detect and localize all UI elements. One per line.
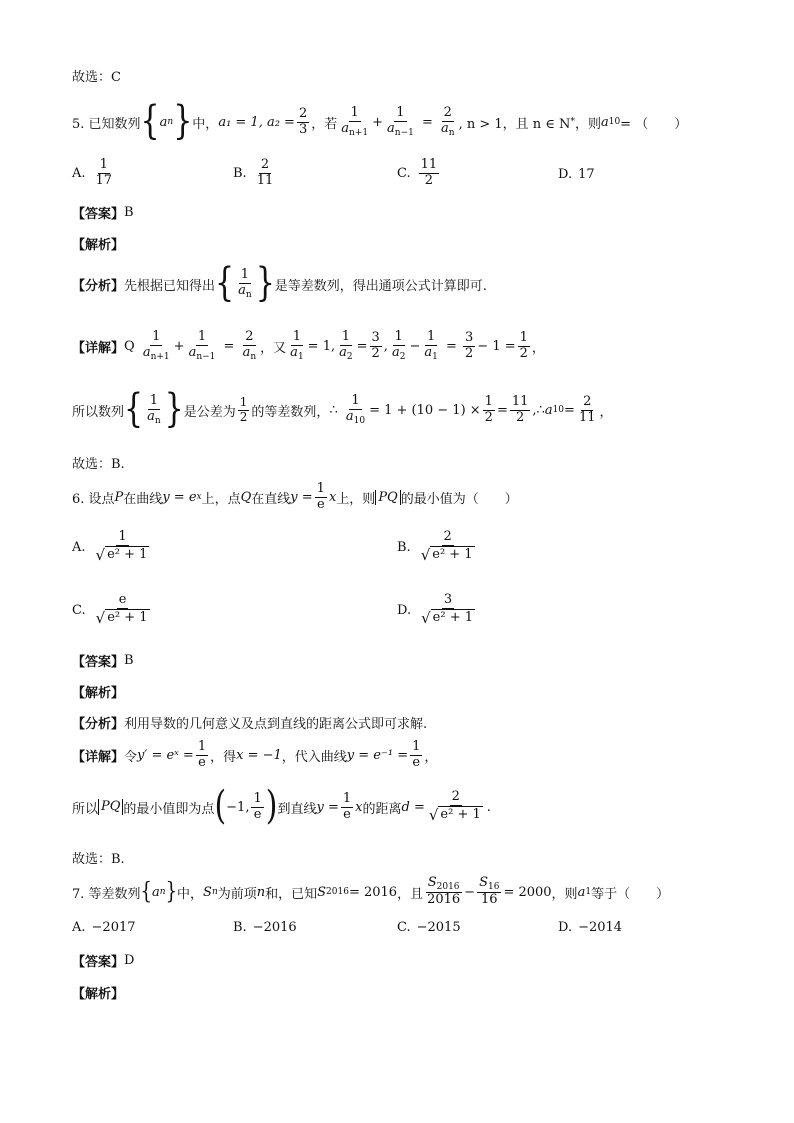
q6-suoyi: 所以 PQ 的最小值即为点 ( −1, $\frac{1}{e}$ ) 到直线 y = $\frac{1}{e}$ x 的距离 d = 2 √ e² + 1 .: [72, 783, 491, 830]
q6-jiexi: 【解析】: [72, 686, 125, 701]
q5-stem: 5. 已知数列 { a n } 中， a₁ = 1, a₂ = $\frac{2}{3}$ ，若 $\frac{1}{a_{n+1}}$ + $\frac{1}{a_{n-1}}$ = $\frac{2}{a_n}$ , n > 1，且 n ∈ N * ，则 a 10 = （ ）: [72, 98, 688, 145]
q6-stem: 6. 设点 P 在曲线 y = e x 上，点 Q 在直线 y = $\frac{1}{e}$ x 上，则 PQ 的最小值为（ ）: [72, 481, 518, 512]
q6-option-a[interactable]: A. 1 √ e² + 1: [72, 529, 148, 564]
q6-option-c[interactable]: C. e √ e² + 1: [72, 592, 148, 627]
q7-stem: 7. 等差数列 { a n } 中， S n 为前项 n 和，已知 S 2016 = 2016 ，且 $\frac{S_{2016}}{2016}$ − $\frac{S_{16}}{16}$ = 2000 ，则 a 1 等于（ ）: [72, 875, 670, 908]
q6-fenxi: 【分析】 利用导数的几何意义及点到直线的距离公式即可求解.: [72, 717, 428, 732]
q5-stem-pre: 5. 已知数列: [72, 116, 141, 132]
q7-option-c[interactable]: C. −2015: [397, 920, 461, 935]
q6-xiangjie: 【详解】 令 y′ = eˣ = $\frac{1}{e}$ ，得 x = −1 ，代入曲线 y = e⁻¹ = $\frac{1}{e}$ ，: [72, 739, 438, 770]
q7-answer: 【答案】 D: [72, 953, 135, 970]
q5-jiexi: 【解析】: [72, 238, 125, 253]
q4-answer-line: 故选：C: [72, 70, 121, 85]
q7-option-a[interactable]: A. −2017: [72, 920, 136, 935]
q7-option-b[interactable]: B. −2016: [233, 920, 297, 935]
q6-option-d[interactable]: D. 3 √ e² + 1: [397, 592, 473, 627]
fraction-2-an: $\frac{2}{a_n}$: [441, 105, 455, 138]
fraction-1-anm1: $\frac{1}{a_{n-1}}$: [387, 105, 414, 138]
q5-xiangjie: 【详解】 Q $\frac{1}{a_{n+1}}$ + $\frac{1}{a_{n-1}}$ = $\frac{2}{a_n}$ ，又 $\frac{1}{a_1}$ = 1, $\frac{1}{a_2}$ = $\frac{3}{2}$ , $\frac{1}{a_2}$ − $\frac{1}{a_1}$ = $\frac{3}{2}$ − 1 = $\frac{1}{2}$ ，: [72, 329, 545, 362]
q5-option-b[interactable]: B. $\frac{2}{11}$: [233, 157, 274, 188]
fraction-1-an1: $\frac{1}{a_{n+1}}$: [341, 105, 369, 138]
q5-option-a[interactable]: A. $\frac{1}{17}$: [72, 157, 113, 188]
q5-suoyi: 所以数列 { $\frac{1}{a_n}$ } 是公差为 $\frac{1}{2}$ 的等差数列， ∴ $\frac{1}{a_{10}}$ = 1 + (10 − 1) × $\frac{1}{2}$ = $\frac{11}{2}$ ,∴ a 10 = $\frac{2}{11}$ ，: [72, 386, 613, 433]
fraction-2-3: $\frac{2}{3}$: [298, 105, 308, 137]
q6-answer: 【答案】 B: [72, 653, 134, 670]
q7-option-d[interactable]: D. −2014: [558, 920, 623, 935]
q5-final: 故选：B.: [72, 457, 125, 472]
q7-jiexi: 【解析】: [72, 987, 125, 1002]
q5-fenxi: 【分析】 先根据已知得出 { $\frac{1}{a_n}$ } 是等差数列，得出通项公式计算即可.: [72, 260, 487, 307]
q5-option-d[interactable]: D. 17: [558, 167, 595, 182]
q6-final: 故选：B.: [72, 852, 125, 867]
sequence-braces: { a n }: [140, 98, 193, 145]
q5-answer: 【答案】 B: [72, 205, 134, 222]
q6-option-b[interactable]: B. 2 √ e² + 1: [397, 529, 473, 564]
q5-option-c[interactable]: C. $\frac{11}{2}$: [397, 157, 438, 188]
